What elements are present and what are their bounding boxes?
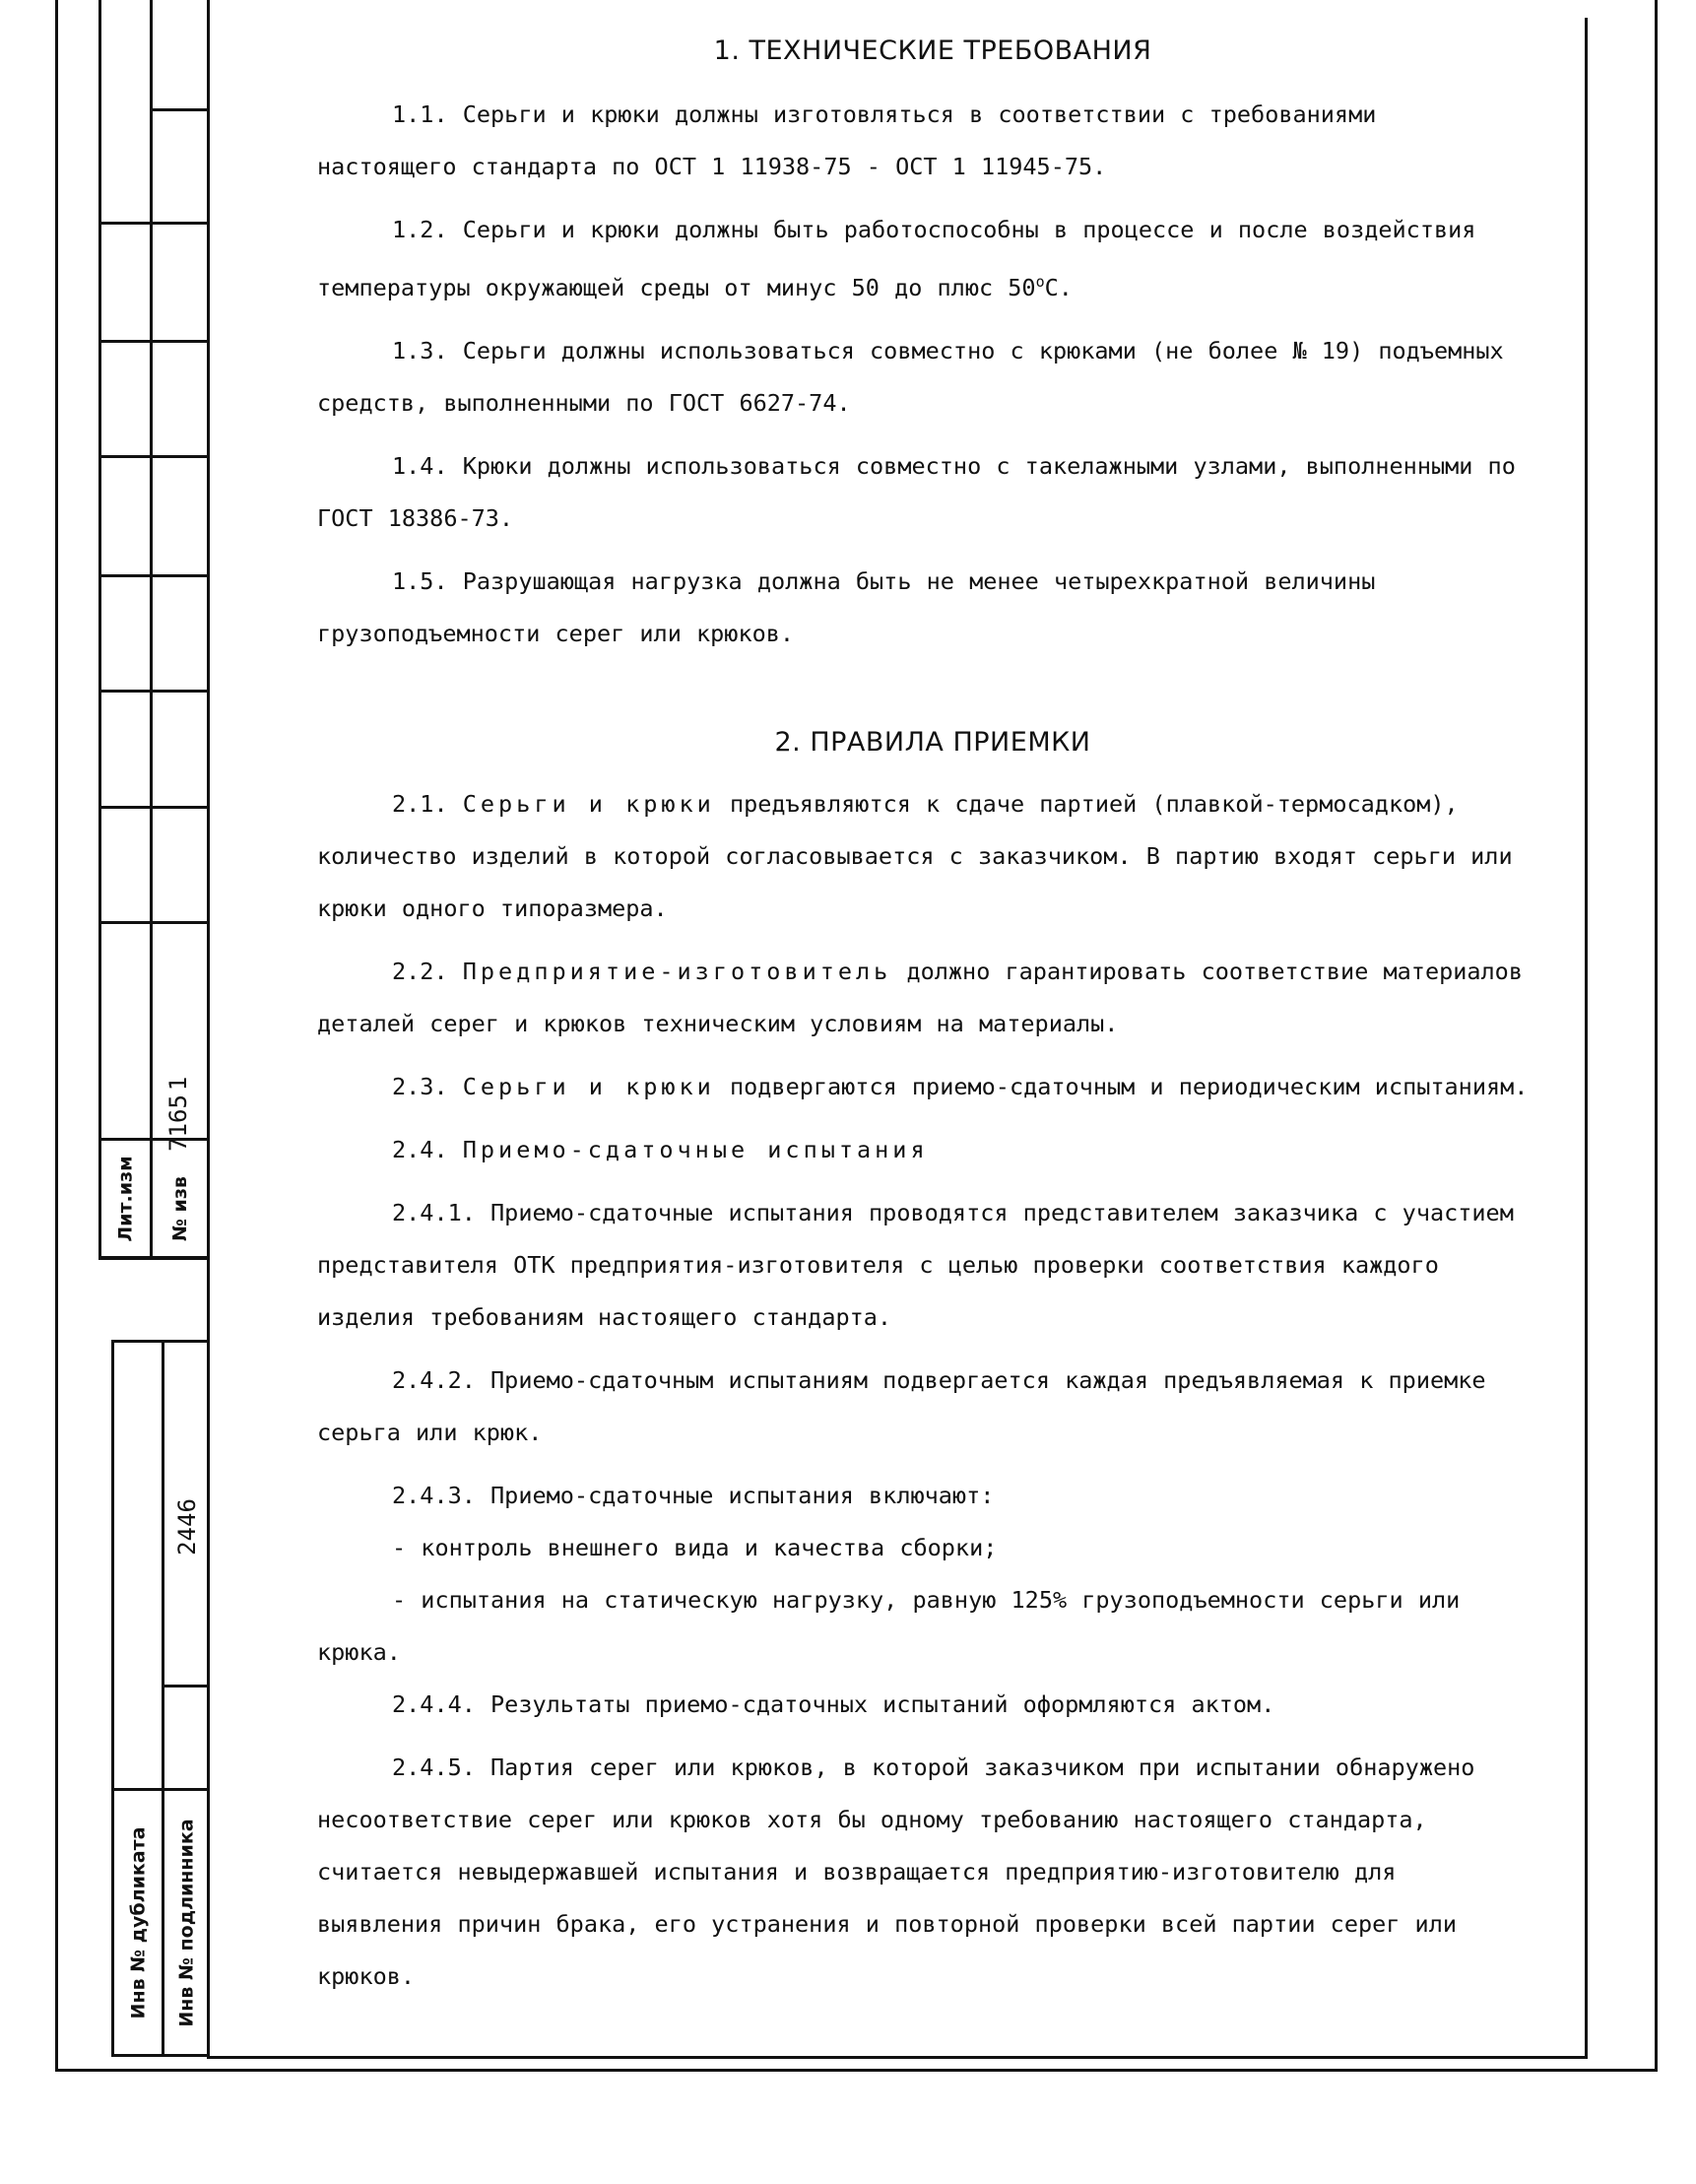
section-2-heading: 2. ПРАВИЛА ПРИЕМКИ	[774, 726, 1091, 758]
stamp-inv-dubl-label: Инв № дубликата	[127, 1826, 150, 2019]
stamp-row-line	[98, 806, 207, 809]
para-2-4-5: 2.4.5. Партия серег или крюков, в которой заказчиком при испытании обнаружено несоответствие серег или крюков хотя бы одному требованию настоящего стандарта, считается невыдержавшей испытания и возвращается предприятию-изготовителю для выявления причин брака, его устранения и повторной проверки всей партии серег или крюков.	[317, 1753, 1490, 1990]
frame-inner-bottom	[207, 2056, 1588, 2059]
stamp-row-line	[111, 2054, 210, 2057]
stamp-no-izv-value: 7165	[163, 1094, 192, 1152]
para-2-4-4: 2.4.4. Результаты приемо-сдаточных испытаний оформляются актом.	[392, 1689, 1275, 1718]
stamp-row-line	[98, 921, 207, 924]
frame-right-outer	[1655, 0, 1658, 2071]
stamp-inv-podl-value: 2446	[172, 1498, 201, 1555]
para-2-3: 2.3. Серьги и крюки подвергаются приемо-сдаточным и периодическим испытаниям.	[392, 1072, 1529, 1100]
stamp-row-line	[98, 574, 207, 577]
stamp-col-line-1	[98, 0, 101, 1256]
stamp-lit-izm-value: 1	[163, 1076, 192, 1092]
stamp-row-line	[150, 108, 207, 111]
frame-bottom	[55, 2069, 1658, 2072]
para-1-2: 1.2. Серьги и крюки должны быть работоспособны в процессе и после воздействия температуры окружающей среды от минус 50 до плюс 50$^o$С.	[317, 216, 1491, 301]
para-1-4: 1.4. Крюки должны использоваться совместно с такелажными узлами, выполненными по ГОСТ 18386-73.	[317, 451, 1532, 532]
para-1-5: 1.5. Разрушающая нагрузка должна быть не менее четырехкратной величины грузоподъемности серег или крюков.	[317, 566, 1391, 647]
frame-left-outer	[55, 0, 58, 2071]
stamp-row-line	[162, 1685, 209, 1688]
para-2-2: 2.2. Предприятие-изготовитель должно гарантировать соответствие материалов деталей серег и крюков техническим условиям на материалы.	[317, 957, 1538, 1037]
section-1-heading: 1. ТЕХНИЧЕСКИЕ ТРЕБОВАНИЯ	[713, 35, 1152, 66]
frame-inner-right	[1585, 18, 1588, 2059]
stamp-row-line	[98, 1256, 210, 1260]
stamp-lit-izm-label: Лит.изм	[114, 1155, 137, 1242]
stamp-row-line	[111, 1340, 210, 1343]
stamp-row-line	[98, 222, 207, 225]
para-1-3: 1.3. Серьги должны использоваться совместно с крюками (не более № 19) подъемных средств, выполненными по ГОСТ 6627-74.	[317, 336, 1519, 417]
para-2-4: 2.4. Приемо-сдаточные испытания	[392, 1135, 929, 1163]
para-2-4-3-item-b: - испытания на статическую нагрузку, равную 125% грузоподъемности серьги или крюка.	[317, 1585, 1475, 1666]
para-1-1: 1.1. Серьги и крюки должны изготовляться в соответствии с требованиями настоящего стандарта по ОСТ 1 11938-75 - ОСТ 1 11945-75.	[317, 100, 1392, 180]
stamp-no-izv-label: № изв	[168, 1175, 191, 1241]
stamp-row-line	[98, 340, 207, 343]
stamp-row-line	[98, 455, 207, 458]
document-body	[317, 28, 1538, 2003]
stamp-row-line	[98, 690, 207, 693]
para-2-4-3: 2.4.3. Приемо-сдаточные испытания включают:	[392, 1481, 995, 1509]
para-2-4-1: 2.4.1. Приемо-сдаточные испытания проводятся представителем заказчика с участием представителя ОТК предприятия-изготовителя с целью проверки соответствия каждого изделия требованиям настоящего стандарта.	[317, 1198, 1530, 1331]
stamp-inv-podl-label: Инв № подлинника	[175, 1818, 198, 2027]
frame-inner-left	[207, 0, 210, 1256]
para-2-4-3-item-a: - контроль внешнего вида и качества сборки;	[392, 1533, 998, 1561]
para-2-4-2: 2.4.2. Приемо-сдаточным испытаниям подвергается каждая предъявляемая к приемке серьга или крюк.	[317, 1365, 1501, 1446]
para-2-1: 2.1. Серьги и крюки предъявляются к сдаче партией (плавкой-термосадком), количество изделий в которой согласовывается с заказчиком. В партию входят серьги или крюки одного типоразмера.	[317, 789, 1528, 922]
